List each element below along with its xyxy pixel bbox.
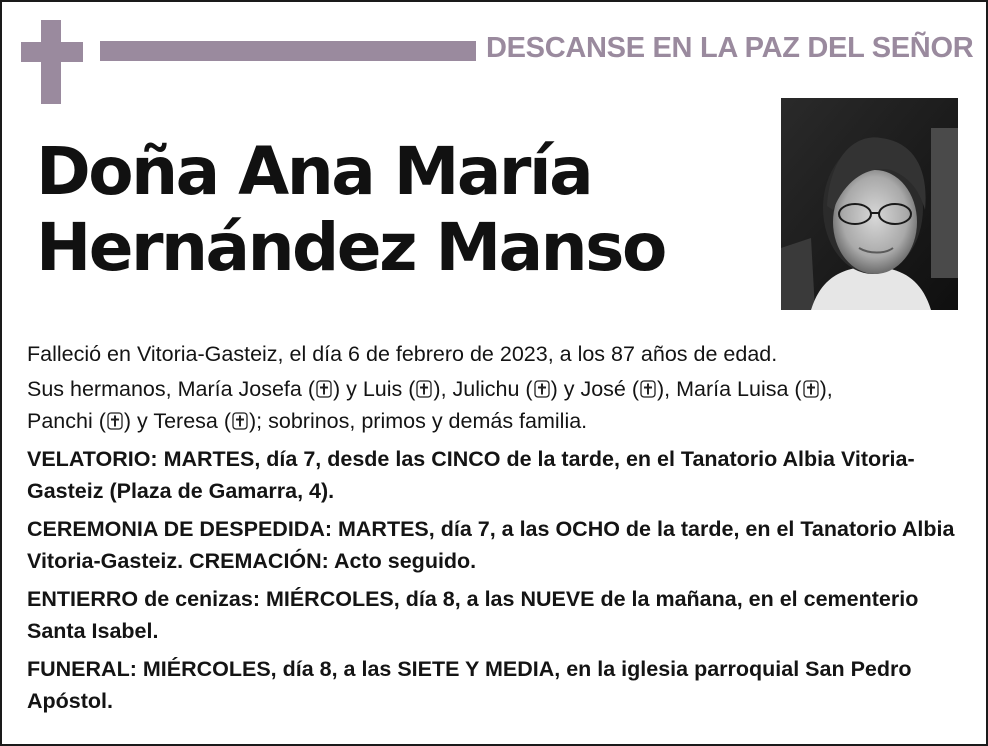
latin-cross-icon xyxy=(21,20,83,104)
name-line-1: Doña Ana María xyxy=(36,133,592,210)
ceremonia-details: CEREMONIA DE DESPEDIDA: MARTES, día 7, a las OCHO de la tarde, en el Tanatorio Albia Vitoria-Gasteiz. CREMACIÓN: Acto seguido. xyxy=(27,517,955,573)
family-list: Sus hermanos, María Josefa ( ) y Luis ( ), Julichu ( ) y José ( ), María Luisa ( ), Panchi ( ) y Teresa ( ); sobrinos, primos y demás familia. xyxy=(27,377,833,433)
cross-symbol-icon xyxy=(640,380,656,398)
entierro-details: ENTIERRO de cenizas: MIÉRCOLES, día 8, a las NUEVE de la mañana, en el cementerio Santa Isabel. xyxy=(27,587,919,643)
header-divider-bar xyxy=(100,41,476,61)
obituary-body xyxy=(27,338,967,723)
cross-symbol-icon xyxy=(534,380,550,398)
cross-symbol-icon xyxy=(416,380,432,398)
cross-symbol-icon xyxy=(316,380,332,398)
portrait-photo xyxy=(781,98,958,310)
deceased-name xyxy=(36,134,736,286)
header-title: DESCANSE EN LA PAZ DEL SEÑOR xyxy=(486,32,974,64)
cross-symbol-icon xyxy=(232,412,248,430)
cross-symbol-icon xyxy=(803,380,819,398)
velatorio-details: VELATORIO: MARTES, día 7, desde las CINCO de la tarde, en el Tanatorio Albia Vitoria-Gasteiz (Plaza de Gamarra, 4). xyxy=(27,447,915,503)
death-notice: Falleció en Vitoria-Gasteiz, el día 6 de febrero de 2023, a los 87 años de edad. xyxy=(27,342,778,366)
cross-symbol-icon xyxy=(107,412,123,430)
name-line-2: Hernández Manso xyxy=(36,209,665,286)
funeral-details: FUNERAL: MIÉRCOLES, día 8, a las SIETE Y MEDIA, en la iglesia parroquial San Pedro Apóstol. xyxy=(27,657,912,713)
